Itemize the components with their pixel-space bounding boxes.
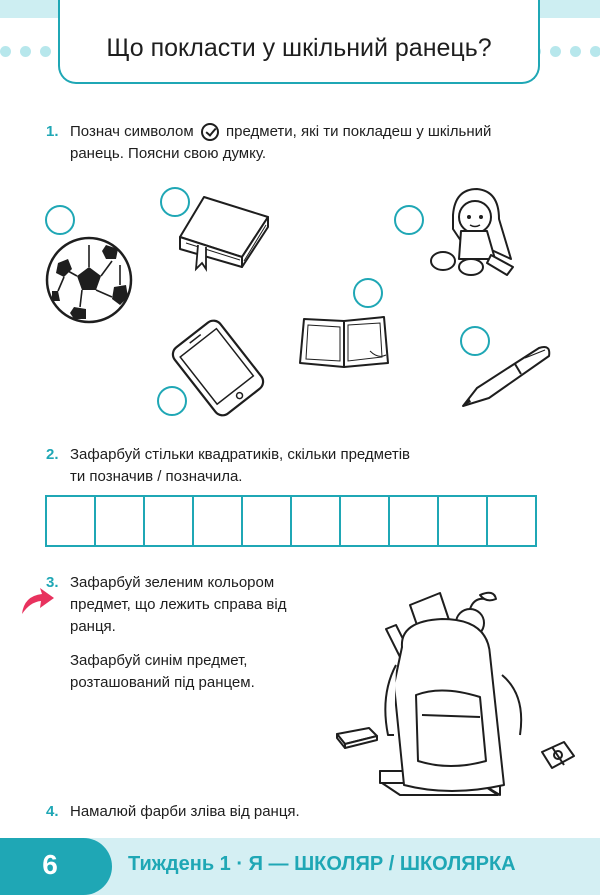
- footer-title: Тиждень 1 · Я — ШКОЛЯР / ШКОЛЯРКА: [128, 853, 516, 875]
- answer-box[interactable]: [486, 495, 537, 547]
- book-icon: [176, 193, 272, 273]
- decor-dots-right: [530, 46, 600, 57]
- page-number: 6: [42, 849, 58, 880]
- answer-box[interactable]: [143, 495, 194, 547]
- task-text: Познач символом: [70, 123, 194, 140]
- task-3: [46, 572, 336, 694]
- task-number: 2.: [46, 446, 59, 463]
- doll-icon: [425, 185, 520, 280]
- task-2: [46, 444, 566, 488]
- answer-circle[interactable]: [394, 205, 424, 235]
- answer-box[interactable]: [94, 495, 145, 547]
- answer-box[interactable]: [388, 495, 439, 547]
- task-number: 4.: [46, 803, 59, 820]
- task-text: Зафарбуй стільки квадратиків, скільки предметів: [70, 446, 411, 463]
- task-text: ранець. Поясни свою думку.: [70, 145, 266, 162]
- answer-box[interactable]: [241, 495, 292, 547]
- task-4: [46, 801, 566, 823]
- ball-icon: [44, 235, 134, 325]
- answer-circle[interactable]: [353, 278, 383, 308]
- answer-box[interactable]: [290, 495, 341, 547]
- task-text: Зафарбуй синім предмет,: [70, 652, 248, 669]
- sharpener-icon: [538, 738, 578, 772]
- notebook-icon: [296, 313, 392, 373]
- phone-icon: [163, 318, 273, 418]
- task-number: 1.: [46, 123, 59, 140]
- answer-box[interactable]: [339, 495, 390, 547]
- task-1: [46, 121, 566, 165]
- answer-circle[interactable]: [45, 205, 75, 235]
- task-text: розташований під ранцем.: [70, 674, 255, 691]
- task-text: ти позначив / позначила.: [70, 468, 243, 485]
- task-text: предмети, які ти покладеш у шкільний: [226, 123, 492, 140]
- task-text: предмет, що лежить справа від: [70, 596, 287, 613]
- title-frame: [58, 0, 540, 84]
- answer-boxes: [45, 495, 537, 547]
- task-number: 3.: [46, 574, 59, 591]
- answer-box[interactable]: [45, 495, 96, 547]
- backpack-icon: [330, 585, 590, 810]
- answer-box[interactable]: [437, 495, 488, 547]
- answer-box[interactable]: [192, 495, 243, 547]
- page-title: Що покласти у шкільний ранець?: [106, 34, 492, 62]
- eraser-icon: [333, 724, 381, 750]
- task-text: Зафарбуй зеленим кольором: [70, 574, 275, 591]
- task-text: ранця.: [70, 618, 116, 635]
- pen-icon: [455, 340, 555, 412]
- checkmark-circle-icon: [201, 123, 219, 141]
- task-text: Намалюй фарби зліва від ранця.: [70, 803, 300, 820]
